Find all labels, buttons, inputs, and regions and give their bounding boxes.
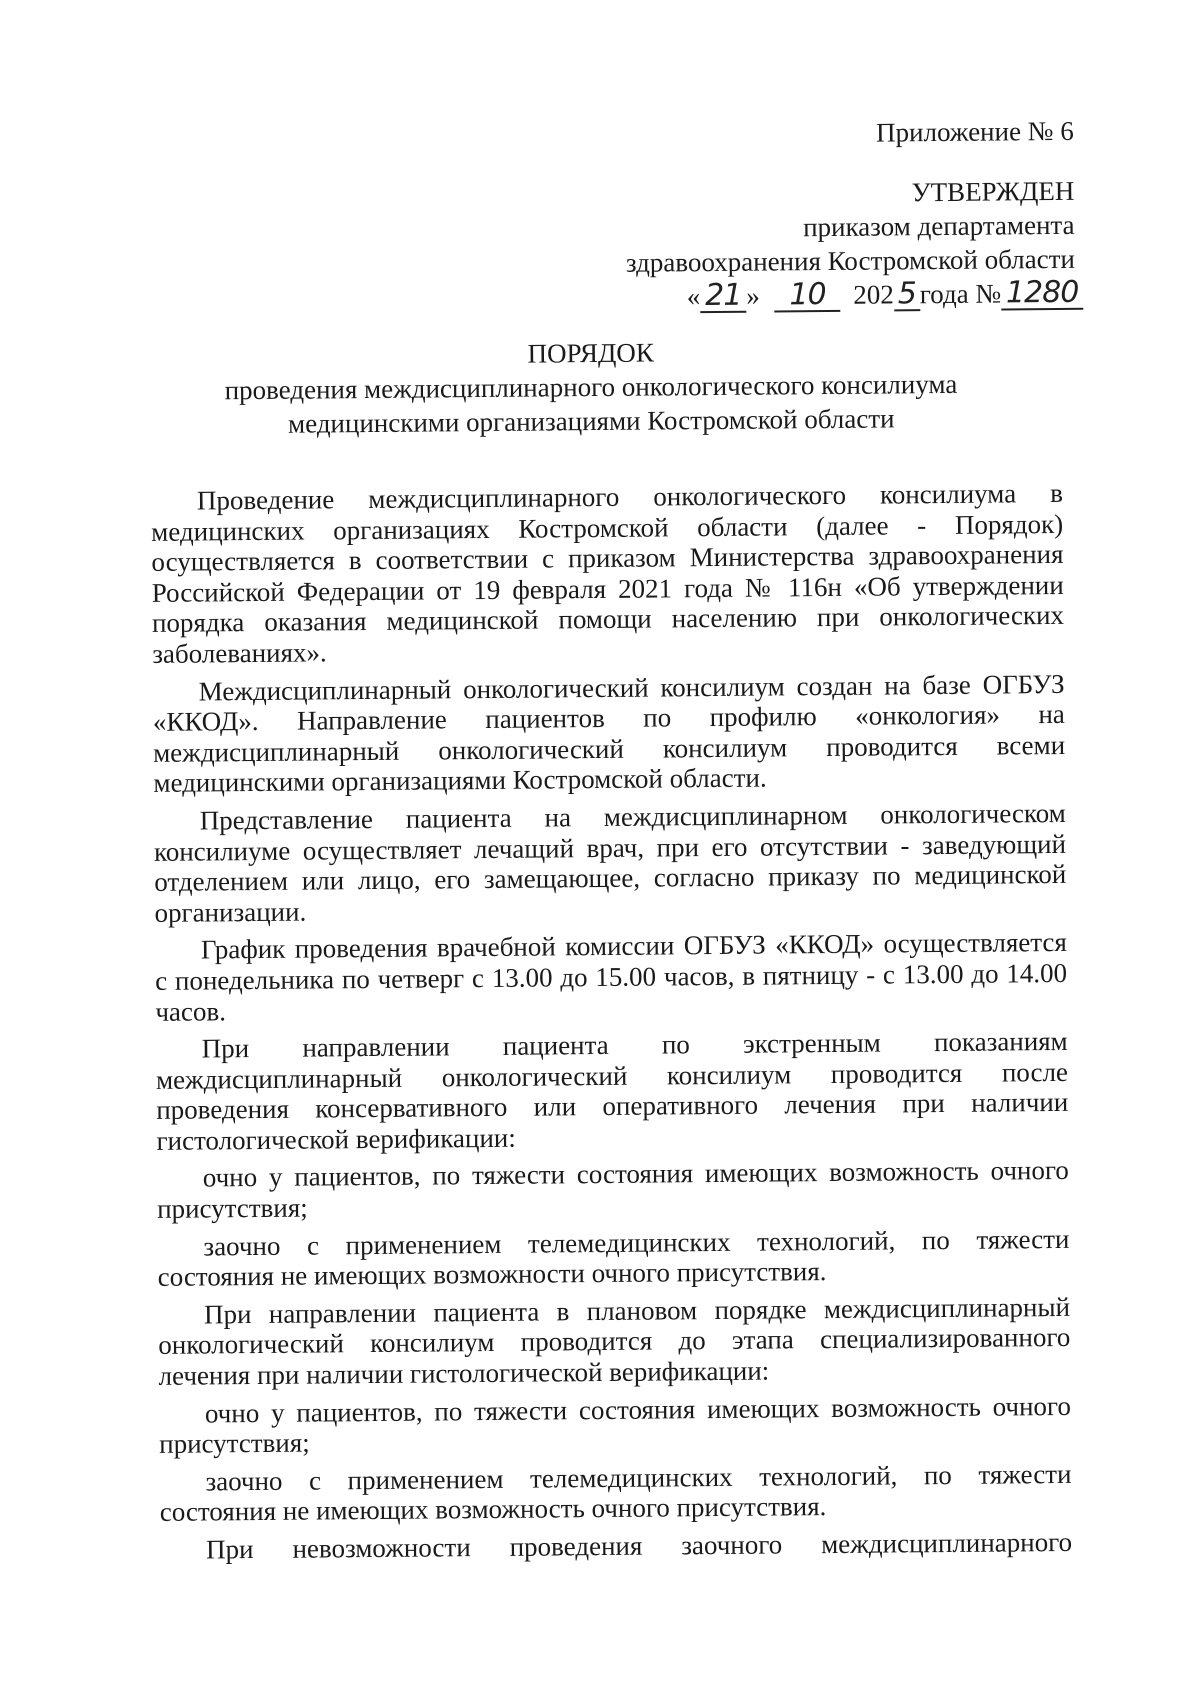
year-label: года № <box>919 278 1002 310</box>
paragraph: График проведения врачебной комиссии ОГБУЗ «ККОД» осуществляется с понедельника по четверг с 13.00 до 15.00 часов, в пятницу - с 13.00 до 14.00 часов. <box>155 927 1068 1027</box>
date-month: 10 <box>774 280 840 313</box>
paragraph: При направлении пациента в плановом порядке междисциплинарный онкологический консилиум проводится до этапа специализированного лечения при наличии гистологической верификации: <box>158 1291 1071 1391</box>
order-line-1: приказом департамента <box>802 209 1075 243</box>
paragraph: заочно с применением телемедицинских технологий, по тяжести состояния не имеющих возможность очного присутствия. <box>159 1458 1072 1528</box>
paragraph: При направлении пациента по экстренным показаниям междисциплинарный онкологический консилиум проводится после проведения консервативного или оперативного лечения при наличии гистологической верификации: <box>155 1026 1069 1156</box>
document-subtitle-line-2: медицинскими организациями Костромской области <box>287 403 895 439</box>
date-day: 21 <box>700 281 746 313</box>
paragraph: Представление пациента на междисциплинарном онкологическом консилиуме осуществляет лечащий врач, при его отсутствии - заведующий отделением или лицо, его замещающее, согласно приказу по медицинской организации. <box>153 797 1067 928</box>
date-year-prefix: 202 <box>853 279 894 310</box>
paragraph: При невозможности проведения заочного междисциплинарного <box>205 1526 1073 1565</box>
order-line-2: здравоохранения Костромской области <box>625 243 1075 278</box>
document-body <box>151 478 1072 1573</box>
paragraph: Проведение междисциплинарного онкологического консилиума в медицинских организациях Костромской области (далее - Порядок) осуществляется в соответствии с приказом Министерства здравоохранения Российской Федерации от 19 февраля 2021 года № 116н «Об утверждении порядка оказания медицинской помощи населению при онкологических заболеваниях». <box>151 477 1065 669</box>
date-year-digit: 5 <box>894 279 920 311</box>
appendix-label: Приложение № 6 <box>875 115 1074 148</box>
paragraph: заочно с применением телемедицинских технологий, по тяжести состояния не имеющих возможности очного присутствия. <box>157 1223 1070 1293</box>
paragraph: очно у пациентов, по тяжести состояния имеющих возможность очного присутствия; <box>156 1155 1069 1224</box>
document-title: ПОРЯДОК <box>527 337 654 369</box>
document-subtitle-line-1: проведения междисциплинарного онкологического консилиума <box>224 368 958 406</box>
paragraph: очно у пациентов, по тяжести состояния имеющих возможность очного присутствия; <box>159 1390 1072 1460</box>
order-number: 1280 <box>1001 278 1083 311</box>
order-date-line <box>687 276 1084 313</box>
date-quote-close: » <box>746 280 760 311</box>
approved-label: УТВЕРЖДЕН <box>911 175 1075 208</box>
paragraph: Междисциплинарный онкологический консилиум создан на базе ОГБУЗ «ККОД». Направление пациентов по профилю «онкология» на междисциплинарный онкологический консилиум проводится всеми медицинскими организациями Костромской области. <box>152 668 1066 799</box>
date-quote-open: « <box>686 281 701 312</box>
